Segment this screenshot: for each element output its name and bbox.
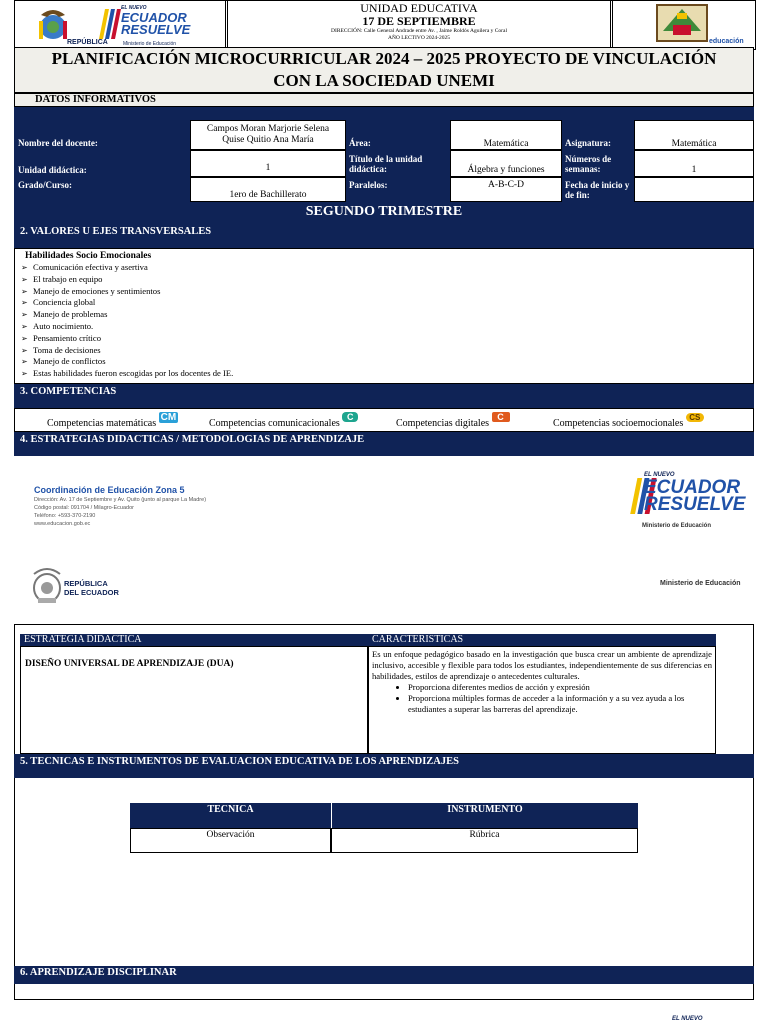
school-year: AÑO LECTIVO 2024-2025 bbox=[387, 35, 451, 41]
semanas-value-cell bbox=[634, 150, 754, 177]
nombre-value-2: Quise Quitio Ana María bbox=[222, 135, 314, 145]
estrategia-table bbox=[20, 634, 716, 754]
asignatura-value-cell bbox=[634, 120, 754, 150]
valores-section-header bbox=[14, 222, 754, 248]
titulo-label-cell bbox=[346, 150, 450, 177]
educacion-label: educación bbox=[709, 38, 744, 45]
valores-subtitle: Habilidades Socio Emocionales bbox=[25, 251, 152, 261]
grado-value-cell bbox=[190, 177, 346, 202]
datos-section-header bbox=[14, 93, 754, 107]
list-item: • Proporciona múltiples formas de acceder a la información y a su vez ayuda a los estudiantes a superar las barreras del aprendizaje. bbox=[408, 693, 712, 715]
semanas-label-cell bbox=[562, 150, 634, 177]
titulo-label: Título de la unidad didáctica: bbox=[349, 154, 423, 174]
datos-section-label: DATOS INFORMATIVOS bbox=[35, 94, 156, 105]
ecuador-resuelve-logo bbox=[95, 5, 195, 41]
document-title bbox=[14, 47, 754, 93]
competencia-digital-label: Competencias digitales bbox=[396, 418, 490, 429]
zona-web: www.educacion.gob.ec bbox=[34, 521, 91, 527]
list-item: ➢ Comunicación efectiva y asertiva bbox=[21, 262, 753, 274]
ecuador-small-label: EL NUEVO bbox=[121, 5, 147, 11]
footer-ecuador-big: ECUADOR bbox=[644, 477, 741, 498]
fecha-label: Fecha de inicio y de fin: bbox=[565, 180, 630, 200]
list-item: ➢ El trabajo en equipo bbox=[21, 274, 753, 286]
page2-republica-logo bbox=[30, 564, 150, 608]
competencias-row bbox=[14, 408, 754, 432]
estrategias-section-header bbox=[14, 432, 754, 456]
grado-label: Grado/Curso: bbox=[18, 180, 72, 190]
caracteristicas-list bbox=[372, 682, 712, 715]
paralelos-value-cell bbox=[450, 177, 562, 202]
school-address: DIRECCIÓN: Calle General Andrade entre Av. , Jaime Roldós Aguilera y Coral bbox=[331, 28, 507, 34]
caracteristicas-col-header bbox=[368, 634, 716, 646]
footer-ecuador-resuelve-logo bbox=[624, 472, 746, 522]
computer-badge-icon: C bbox=[492, 412, 510, 422]
footer-ministerio-label: Ministerio de Educación bbox=[642, 523, 712, 529]
semanas-label: Números de semanas: bbox=[565, 154, 612, 174]
estrategia-value: DISEÑO UNIVERSAL DE APRENDIZAJE (DUA) bbox=[25, 659, 234, 669]
list-item: ➢ Pensamiento crítico bbox=[21, 333, 753, 345]
trimestre-banner bbox=[14, 202, 754, 222]
paralelos-label: Paralelos: bbox=[349, 180, 388, 190]
unidad-value: 1 bbox=[265, 163, 271, 173]
tecnica-col-header bbox=[130, 803, 331, 828]
unidad-label-cell bbox=[14, 150, 190, 177]
instrumento-col-label: INSTRUMENTO bbox=[447, 804, 523, 815]
nombre-value-cell bbox=[190, 120, 346, 150]
nombre-label-cell bbox=[14, 120, 190, 150]
valores-list bbox=[21, 262, 753, 380]
title-line-1: PLANIFICACIÓN MICROCURRICULAR 2024 – 2025 PROYECTO DE VINCULACIÓN bbox=[51, 49, 717, 68]
evaluacion-section-header bbox=[14, 754, 754, 778]
caracteristicas-cell bbox=[368, 646, 716, 754]
valores-section-label: 2. VALORES U EJES TRANSVERSALES bbox=[20, 226, 212, 237]
list-item: ➢ Manejo de emociones y sentimientos bbox=[21, 286, 753, 298]
zona-title: Coordinación de Educación Zona 5 bbox=[34, 485, 185, 495]
estrategia-col-header bbox=[20, 634, 368, 646]
competencia-comunicacional-label: Competencias comunicacionales bbox=[209, 418, 340, 429]
estrategia-col-label: ESTRATEGIA DIDACTICA bbox=[24, 634, 142, 645]
list-item: ➢ Estas habilidades fueron escogidas por los docentes de IE. bbox=[21, 368, 753, 380]
instrumento-value: Rúbrica bbox=[469, 830, 500, 840]
fecha-label-cell bbox=[562, 177, 634, 202]
valores-content bbox=[14, 248, 754, 384]
area-value-cell bbox=[450, 120, 562, 150]
grado-label-cell bbox=[14, 177, 190, 202]
header-right-logo bbox=[610, 0, 756, 50]
header-school-info bbox=[225, 0, 613, 50]
competencia-matematica-label: Competencias matemáticas bbox=[47, 418, 157, 429]
competencia-comunicacional bbox=[209, 412, 358, 429]
republica-label: REPÚBLICA bbox=[67, 39, 108, 46]
instrumento-col-header bbox=[331, 803, 638, 828]
competencias-section-label: 3. COMPETENCIAS bbox=[20, 386, 117, 397]
titulo-value-cell bbox=[450, 150, 562, 177]
caracteristicas-col-label: CARACTERISTICAS bbox=[372, 634, 464, 645]
tecnica-cell bbox=[130, 828, 331, 853]
page2-ministerio-label: Ministerio de Educación bbox=[660, 580, 741, 587]
school-name: 17 DE SEPTIEMBRE bbox=[362, 14, 476, 28]
unidad-value-cell bbox=[190, 150, 346, 177]
ecuador-big-label: ECUADOR bbox=[121, 10, 187, 25]
caracteristicas-description: Es un enfoque pedagógico basado en la investigación que busca crear un ambiente de aprendizaje inclusivo, accesible y flexible para todos los estudiantes, independientemente de sus diferencias en habilidades, estilos de aprendizaje o antecedentes culturales. bbox=[372, 649, 712, 681]
instrumento-cell bbox=[331, 828, 638, 853]
datos-spacer-bar bbox=[14, 107, 754, 120]
list-item: ➢ Toma de decisiones bbox=[21, 345, 753, 357]
paralelos-value: A-B-C-D bbox=[488, 180, 524, 190]
cs-badge-icon: CS bbox=[686, 413, 704, 422]
resuelve-label: RESUELVE bbox=[121, 22, 191, 37]
asignatura-label: Asignatura: bbox=[565, 138, 612, 148]
cm-badge-icon: CM bbox=[160, 412, 177, 423]
zona-postal: Código postal: 091704 / Milagro-Ecuador bbox=[34, 505, 134, 511]
header-left-logos bbox=[14, 0, 228, 50]
list-item: • Proporciona diferentes medios de acción y expresión bbox=[408, 682, 712, 693]
bottom-ecuador-logo: EL NUEVO bbox=[672, 1016, 703, 1022]
competencias-section-header bbox=[14, 384, 754, 408]
c-badge-icon: C bbox=[342, 412, 358, 422]
estrategias-section-label: 4. ESTRATEGIAS DIDACTICAS / METODOLOGIAS DE APRENDIZAJE bbox=[20, 434, 365, 445]
competencia-socioemocional-label: Competencias socioemocionales bbox=[553, 418, 684, 429]
fecha-value-cell bbox=[634, 177, 754, 202]
title-line-2: CON LA SOCIEDAD UNEMI bbox=[273, 71, 495, 90]
list-item: ➢ Manejo de conflictos bbox=[21, 356, 753, 368]
aprendizaje-section-header bbox=[14, 966, 754, 984]
nombre-label: Nombre del docente: bbox=[18, 138, 98, 148]
unidad-label: Unidad didáctica: bbox=[18, 165, 87, 175]
list-item: ➢ Conciencia global bbox=[21, 297, 753, 309]
footer-ecuador-small: EL NUEVO bbox=[644, 472, 675, 478]
paralelos-label-cell bbox=[346, 177, 450, 202]
aprendizaje-section-label: 6. APRENDIZAJE DISCIPLINAR bbox=[20, 967, 177, 978]
evaluacion-section-label: 5. TECNICAS E INSTRUMENTOS DE EVALUACION EDUCATIVA DE LOS APRENDIZAJES bbox=[20, 756, 459, 767]
zona-telefono: Teléfono: +593-370-2190 bbox=[34, 513, 96, 519]
zona-footer bbox=[34, 484, 334, 528]
ministerio-small-label: Ministerio de Educación bbox=[123, 41, 177, 47]
ecuador-coat-of-arms-icon bbox=[33, 5, 73, 43]
school-emblem-icon bbox=[655, 3, 709, 43]
tecnica-col-label: TECNICA bbox=[207, 804, 254, 815]
nombre-value-1: Campos Moran Marjorie Selena bbox=[206, 124, 330, 134]
footer-resuelve: RESUELVE bbox=[644, 494, 746, 515]
trimestre-label: SEGUNDO TRIMESTRE bbox=[305, 204, 463, 219]
area-label: Área: bbox=[349, 138, 371, 148]
titulo-value: Álgebra y funciones bbox=[467, 165, 545, 175]
asignatura-value: Matemática bbox=[671, 139, 717, 149]
list-item: ➢ Manejo de problemas bbox=[21, 309, 753, 321]
competencia-digital bbox=[396, 412, 510, 429]
semanas-value: 1 bbox=[691, 165, 697, 175]
evaluacion-table bbox=[130, 803, 638, 853]
page2-republica-2: DEL ECUADOR bbox=[64, 588, 119, 597]
area-label-cell bbox=[346, 120, 450, 150]
estrategia-cell bbox=[20, 646, 368, 754]
list-item: ➢ Auto nocimiento. bbox=[21, 321, 753, 333]
grado-value: 1ero de Bachillerato bbox=[229, 190, 307, 200]
area-value: Matemática bbox=[483, 139, 529, 149]
asignatura-label-cell bbox=[562, 120, 634, 150]
competencia-socioemocional bbox=[553, 413, 704, 429]
school-type: UNIDAD EDUCATIVA bbox=[360, 1, 478, 15]
competencia-matematica bbox=[47, 412, 178, 429]
tecnica-value: Observación bbox=[206, 830, 255, 840]
page2-republica-1: REPÚBLICA bbox=[64, 579, 108, 588]
zona-direccion: Dirección: Av. 17 de Septiembre y Av. Quito (junto al parque La Madre) bbox=[34, 497, 207, 503]
